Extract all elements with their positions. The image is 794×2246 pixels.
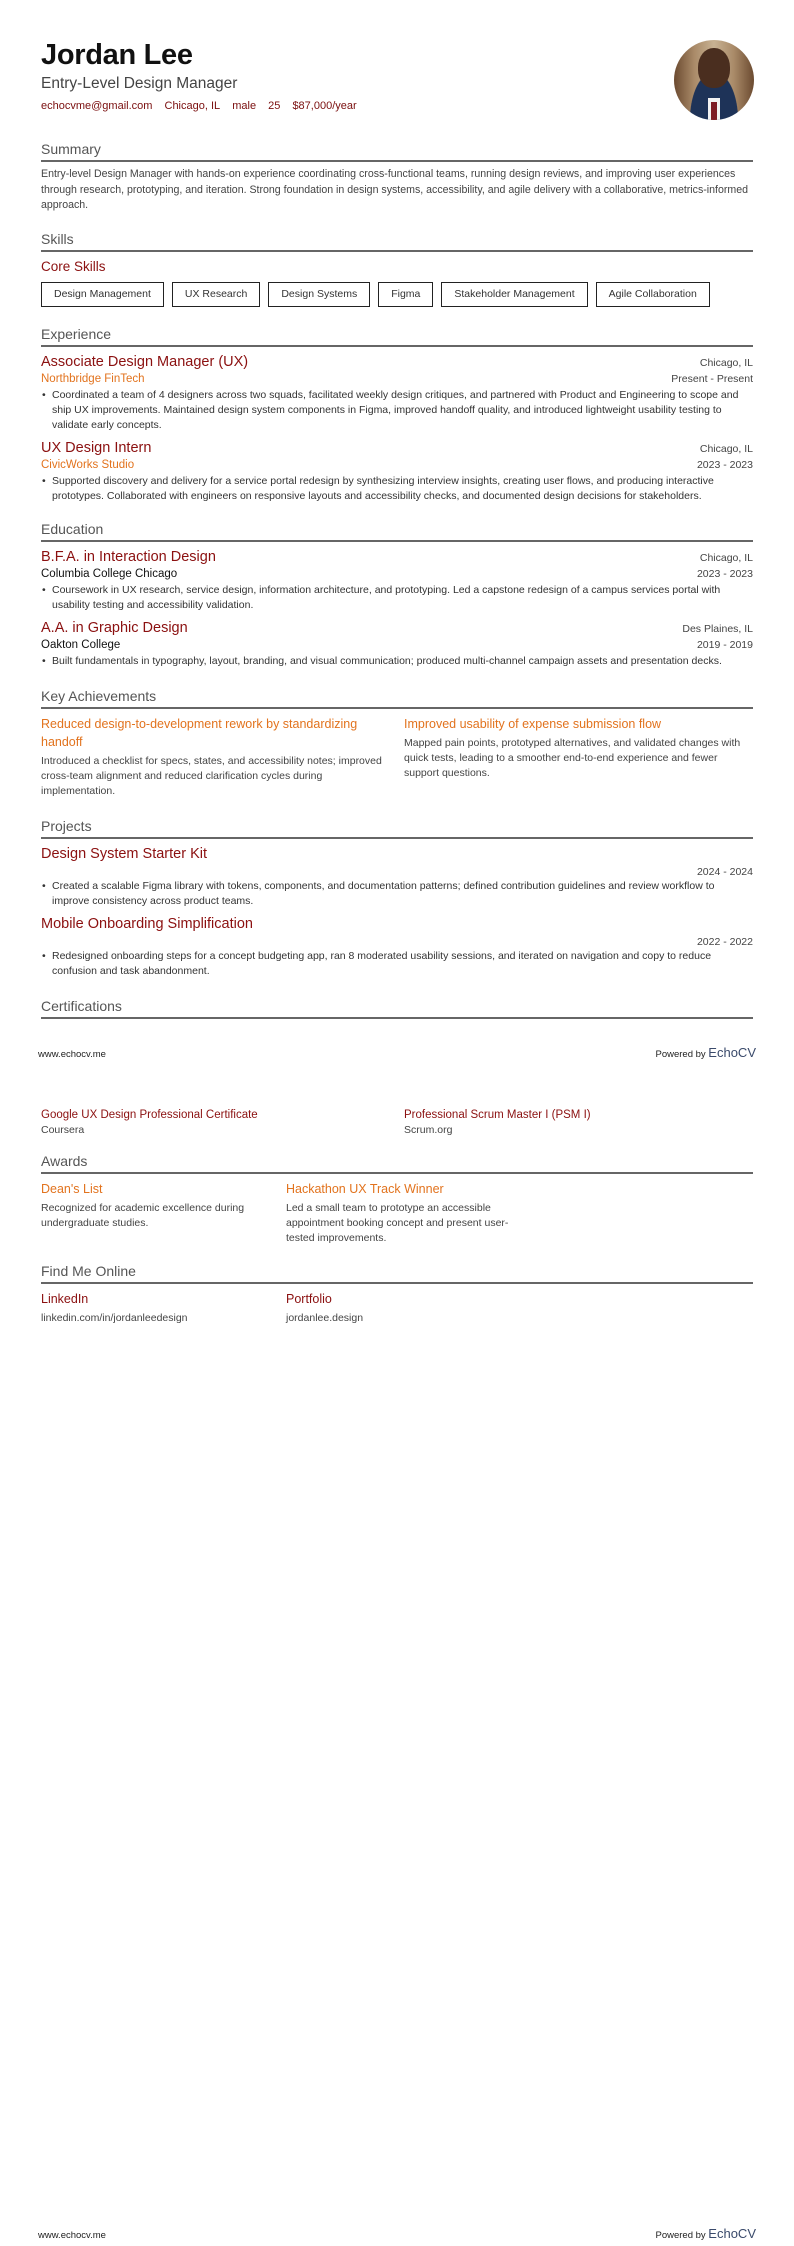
experience-section (0, 325, 794, 504)
footer-website[interactable]: www.echocv.me (38, 2230, 106, 2241)
projects-section (0, 817, 794, 979)
online-section (0, 1262, 794, 1326)
job-bullet: • Supported discovery and delivery for a service portal redesign by synthesizing interview insights, creating user flows, and producing interactive prototypes. Collaborated with engineers on responsive layouts and accessibility checks, and documented design decisions for stakeholders. (41, 474, 753, 504)
page-footer-bottom (0, 2226, 794, 2241)
avatar (674, 40, 754, 120)
section-title-certifications: Certifications (41, 997, 753, 1019)
degree-title: A.A. in Graphic Design (41, 619, 188, 636)
skills-list (41, 282, 753, 307)
job-title: UX Design Intern (41, 439, 152, 456)
summary-section (0, 140, 794, 214)
school-location: Chicago, IL (699, 551, 753, 564)
award-text: Recognized for academic excellence during undergraduate studies. (41, 1201, 245, 1229)
certification-item (404, 1108, 753, 1138)
job-dates: 2023 - 2023 (696, 458, 753, 471)
footer-website[interactable]: www.echocv.me (38, 1048, 106, 1060)
company-name: CivicWorks Studio (41, 458, 135, 471)
section-title-experience: Experience (41, 325, 753, 347)
award-title: Hackathon UX Track Winner (286, 1181, 444, 1196)
award-item (286, 1180, 531, 1246)
job-title: Associate Design Manager (UX) (41, 353, 249, 370)
school-location: Des Plaines, IL (682, 622, 753, 635)
powered-by-label: Powered by (655, 1048, 706, 1060)
education-section (0, 520, 794, 669)
skill-chip: Agile Collaboration (596, 282, 710, 307)
contact-line (41, 100, 753, 112)
achievement-text: Introduced a checklist for specs, states, and accessibility notes; improved cross-team alignment and reduced clarification cycles during implementation. (41, 754, 382, 797)
company-name: Northbridge FinTech (41, 372, 145, 385)
education-entry (41, 619, 753, 669)
section-title-online: Find Me Online (41, 1262, 753, 1284)
achievement-item (404, 715, 753, 799)
certification-item (41, 1108, 390, 1138)
job-bullet: • Coordinated a team of 4 designers across two squads, facilitated weekly design critiques, and partnered with Product and Engineering to scope and ship UX improvements. Maintained design system components in Figma, improved handoff quality, and introduced lightweight usability testing to validate early concepts. (41, 388, 753, 433)
awards-section (0, 1152, 794, 1246)
achievement-title: Improved usability of expense submission flow (404, 716, 662, 731)
section-title-achievements: Key Achievements (41, 687, 753, 709)
online-item (286, 1290, 531, 1326)
project-entry (41, 845, 753, 909)
section-title-skills: Skills (41, 230, 753, 252)
certification-org: Coursera (41, 1123, 85, 1136)
experience-entry (41, 439, 753, 504)
project-bullet: • Redesigned onboarding steps for a concept budgeting app, ran 8 moderated usability sessions, and iterated on navigation and copy to reduce confusion and task abandonment. (41, 949, 753, 979)
certification-org: Scrum.org (404, 1123, 453, 1136)
online-link-portfolio[interactable]: jordanlee.design (286, 1311, 364, 1324)
job-location: Chicago, IL (699, 442, 753, 455)
project-entry (41, 915, 753, 979)
avatar-tie-shape (711, 102, 717, 120)
achievement-item (41, 715, 390, 799)
award-text: Led a small team to prototype an accessible appointment booking concept and present user-tested improvements. (286, 1201, 509, 1244)
certifications-section (0, 997, 794, 1019)
skills-section (0, 230, 794, 307)
contact-location: Chicago, IL (164, 100, 221, 112)
school-name: Oakton College (41, 638, 121, 651)
section-title-education: Education (41, 520, 753, 542)
resume-header (0, 0, 794, 130)
project-title: Mobile Onboarding Simplification (41, 915, 253, 932)
certification-title: Professional Scrum Master I (PSM I) (404, 1108, 591, 1121)
education-dates: 2023 - 2023 (696, 567, 753, 580)
section-title-awards: Awards (41, 1152, 753, 1174)
footer-powered-by (655, 2226, 756, 2241)
contact-age: 25 (268, 100, 281, 112)
education-bullet: • Built fundamentals in typography, layout, branding, and visual communication; produced multi-channel campaign assets and presentation decks. (41, 654, 753, 669)
school-name: Columbia College Chicago (41, 567, 178, 580)
powered-by-label: Powered by (655, 2230, 706, 2241)
skill-chip: Design Management (41, 282, 164, 307)
section-title-summary: Summary (41, 140, 753, 162)
avatar-face-shape (698, 48, 730, 88)
achievement-title: Reduced design-to-development rework by standardizing handoff (41, 716, 358, 749)
award-title: Dean's List (41, 1181, 103, 1196)
contact-salary: $87,000/year (292, 100, 357, 112)
skill-chip: Design Systems (268, 282, 370, 307)
section-title-projects: Projects (41, 817, 753, 839)
page-footer (0, 1045, 794, 1060)
contact-email[interactable]: echocvme@gmail.com (41, 100, 153, 112)
skill-chip: Stakeholder Management (441, 282, 587, 307)
certification-title: Google UX Design Professional Certificate (41, 1108, 258, 1121)
project-title: Design System Starter Kit (41, 845, 207, 862)
contact-gender: male (232, 100, 257, 112)
online-label-portfolio: Portfolio (286, 1291, 332, 1306)
experience-entry (41, 353, 753, 433)
brand-logo[interactable]: EchoCV (708, 1044, 756, 1060)
education-entry (41, 548, 753, 613)
achievements-section (0, 687, 794, 799)
summary-text: Entry-level Design Manager with hands-on experience coordinating cross-functional teams, running design reviews, and improving user experiences through research, prototyping, and iteration. Strong foundation in design systems, accessibility, and agile delivery with a collaborative, metrics-informed approach. (41, 168, 749, 211)
certifications-list (0, 1108, 794, 1138)
skill-chip: Figma (378, 282, 433, 307)
online-item (41, 1290, 286, 1326)
online-link-linkedin[interactable]: linkedin.com/in/jordanleedesign (41, 1311, 188, 1324)
brand-logo[interactable]: EchoCV (708, 2226, 756, 2241)
online-label-linkedin: LinkedIn (41, 1291, 89, 1306)
award-item (41, 1180, 286, 1246)
job-dates: Present - Present (671, 372, 753, 385)
project-bullet: • Created a scalable Figma library with tokens, components, and documentation patterns; defined contribution guidelines and review workflow to improve consistency across product teams. (41, 879, 753, 909)
project-dates: 2022 - 2022 (696, 935, 753, 948)
achievement-text: Mapped pain points, prototyped alternatives, and validated changes with quick tests, leading to a smoother end-to-end experience and fewer support questions. (404, 736, 741, 779)
candidate-name: Jordan Lee (41, 39, 193, 71)
skills-subtitle: Core Skills (41, 258, 106, 274)
footer-powered-by (655, 1045, 756, 1060)
skill-chip: UX Research (172, 282, 260, 307)
candidate-role: Entry-Level Design Manager (41, 75, 238, 92)
degree-title: B.F.A. in Interaction Design (41, 548, 216, 565)
project-dates: 2024 - 2024 (696, 865, 753, 878)
job-location: Chicago, IL (699, 356, 753, 369)
education-bullet: • Coursework in UX research, service design, information architecture, and prototyping. Led a capstone redesign of a campus services portal with usability testing and accessibility validation. (41, 583, 753, 613)
education-dates: 2019 - 2019 (696, 638, 753, 651)
